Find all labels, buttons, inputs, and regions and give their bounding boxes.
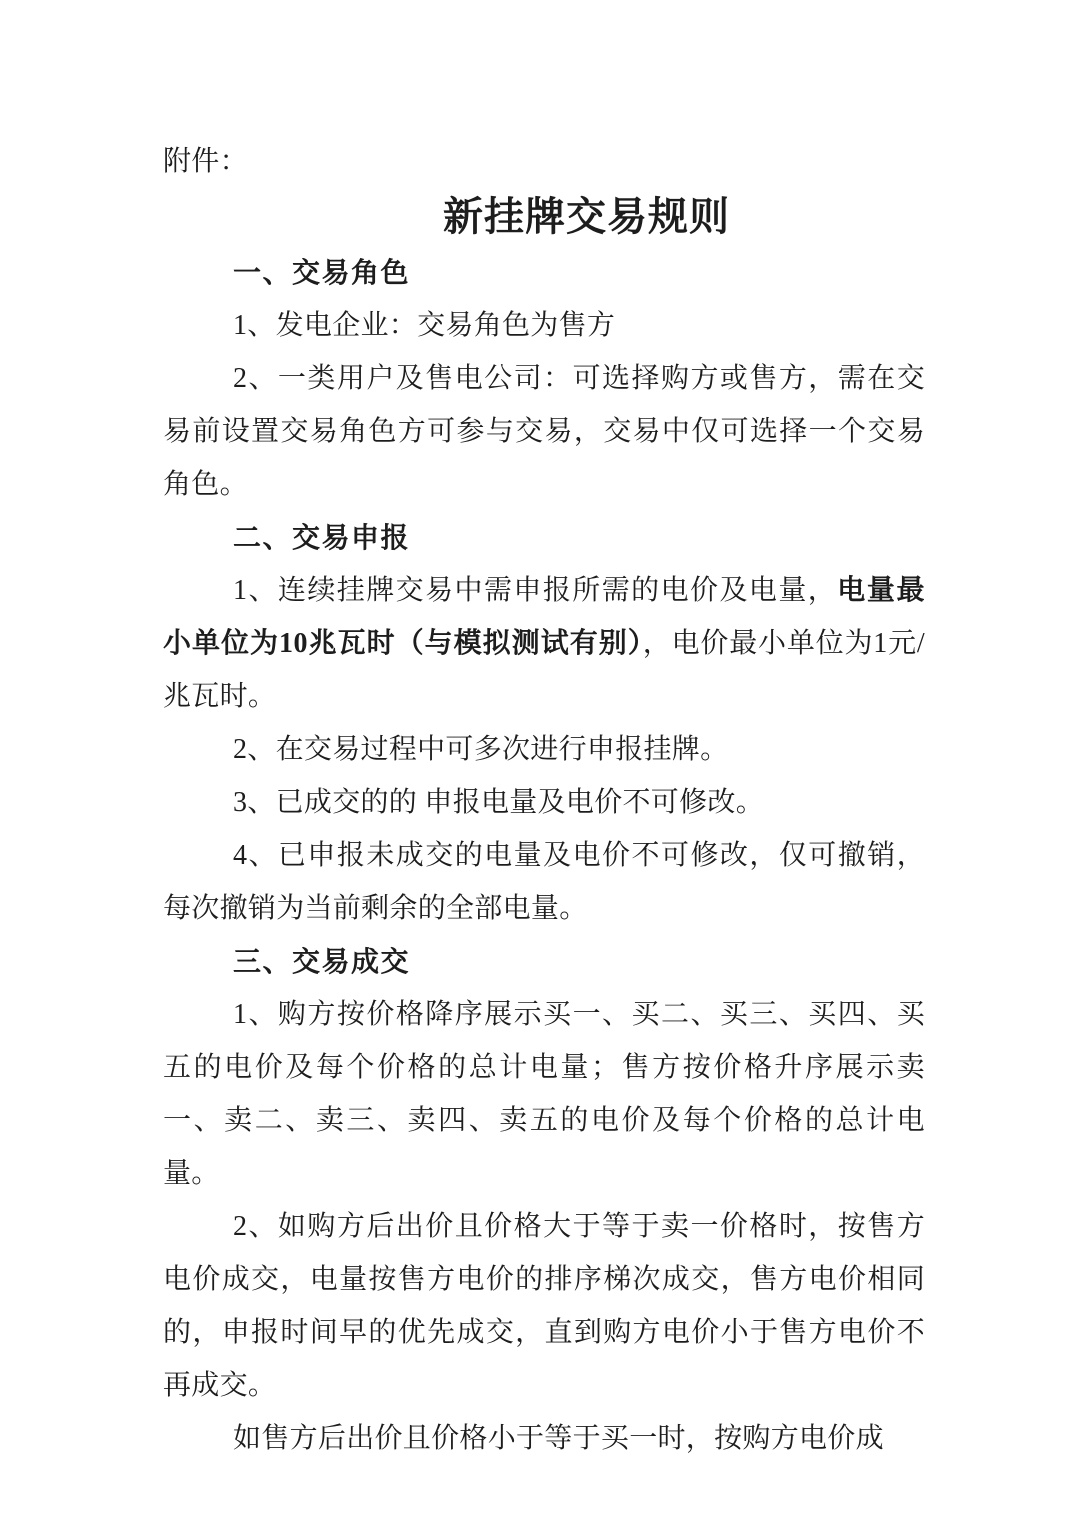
paragraph-segment-bold: 电量最小单位为10兆瓦时（与模拟测试有别） <box>163 575 925 659</box>
paragraph-declaration-units <box>163 564 925 723</box>
paragraph-generators-role: 1、发电企业：交易角色为售方 <box>233 310 616 341</box>
paragraph-multiple-declarations: 2、在交易过程中可多次进行申报挂牌。 <box>233 734 729 765</box>
paragraph-segment: ，电价最小单位为1元/兆瓦时。 <box>163 628 925 712</box>
section-trade-declaration <box>163 511 925 935</box>
document-content <box>163 135 925 1465</box>
paragraph-price-display-order: 1、购方按价格降序展示买一、买二、买三、买四、买五的电价及每个价格的总计电量；售方按价格升序展示卖一、卖二、卖三、卖四、卖五的电价及每个价格的总计电量。 <box>163 999 925 1189</box>
section-trade-execution <box>163 935 925 1465</box>
paragraph-seller-bid-matching: 如售方后出价且价格小于等于买一时，按购方电价成 <box>233 1423 884 1454</box>
attachment-label: 附件： <box>163 146 248 177</box>
paragraph-segment: 1、连续挂牌交易中需申报所需的电价及电量， <box>233 575 838 606</box>
paragraph-executed-no-modify: 3、已成交的的 申报电量及电价不可修改。 <box>233 787 765 818</box>
paragraph-buyer-bid-matching: 2、如购方后出价且价格大于等于卖一价格时，按售方电价成交，电量按售方电价的排序梯次成交，售方电价相同的，申报时间早的优先成交，直到购方电价小于售方电价不再成交。 <box>163 1211 925 1401</box>
document-title: 新挂牌交易规则 <box>443 194 730 240</box>
section-trading-roles <box>163 246 925 511</box>
section-heading-trading-roles: 一、交易角色 <box>233 256 411 289</box>
paragraph-unexecuted-cancel-only: 4、已申报未成交的电量及电价不可修改，仅可撤销，每次撤销为当前剩余的全部电量。 <box>163 840 925 924</box>
section-heading-trade-declaration: 二、交易申报 <box>233 521 411 554</box>
section-heading-trade-execution: 三、交易成交 <box>233 945 411 978</box>
paragraph-users-and-retailers-role: 2、一类用户及售电公司：可选择购方或售方，需在交易前设置交易角色方可参与交易，交易中仅可选择一个交易角色。 <box>163 363 925 500</box>
